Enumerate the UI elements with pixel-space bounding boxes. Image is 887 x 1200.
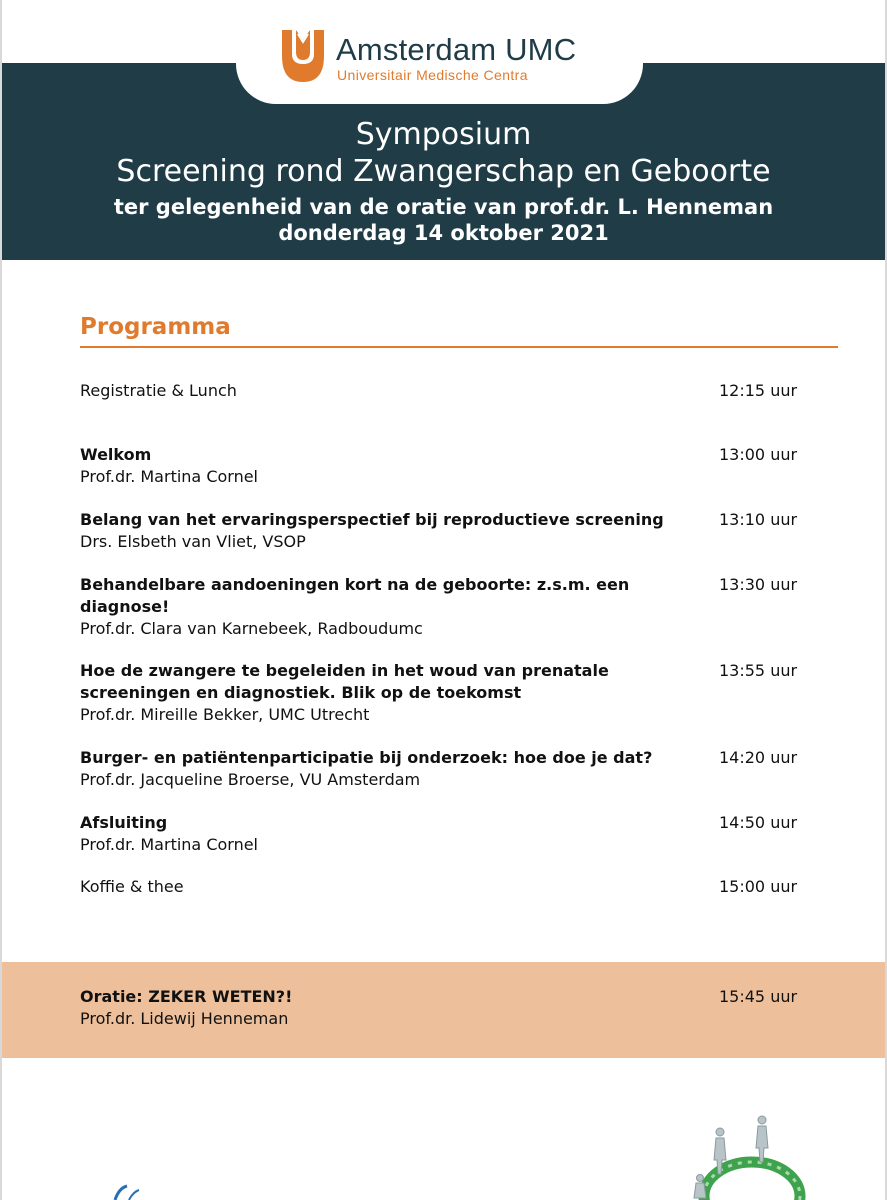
program-item (80, 509, 800, 553)
program-item-speaker: Prof.dr. Mireille Bekker, UMC Utrecht (80, 705, 370, 724)
program-item (80, 574, 800, 640)
program-item (80, 444, 800, 488)
program-item-title: Welkom (80, 445, 152, 464)
program-item-title: Belang van het ervaringsperspectief bij reproductieve screening (80, 510, 664, 529)
logo-name: Amsterdam UMC (336, 32, 577, 67)
program-item-time: 13:00 uur (719, 445, 798, 464)
program-item-time: 13:10 uur (719, 510, 798, 529)
program-item-title: Registratie & Lunch (80, 381, 237, 400)
program-item-time: 13:55 uur (719, 661, 798, 680)
program-item-title: Burger- en patiëntenparticipatie bij onderzoek: hoe doe je dat? (80, 748, 653, 767)
amsterdam-umc-tulip-icon (278, 28, 328, 84)
program-item-speaker: Prof.dr. Clara van Karnebeek, Radboudumc (80, 619, 423, 638)
symposium-date: donderdag 14 oktober 2021 (278, 221, 609, 245)
logo-subtitle: Universitair Medische Centra (337, 67, 528, 83)
program-item (80, 812, 800, 856)
program-item-time: 13:30 uur (719, 575, 798, 594)
oratie-speaker: Prof.dr. Lidewij Henneman (80, 1009, 289, 1028)
people-ring-illustration-icon (680, 1108, 820, 1200)
program-heading: Programma (80, 314, 231, 340)
symposium-title: Symposium (355, 117, 532, 152)
program-item-time: 14:20 uur (719, 748, 798, 767)
program-item-title: Hoe de zwangere te begeleiden in het woud van prenatale screeningen en diagnostiek. Blik op de toekomst (80, 661, 609, 702)
program-heading-rule (80, 346, 838, 348)
program-item (80, 876, 800, 898)
program-item (80, 660, 800, 726)
program-item (80, 747, 800, 791)
program-item-title: Koffie & thee (80, 877, 184, 896)
partner-logo-fragment-icon (105, 1184, 165, 1200)
program-item-speaker: Drs. Elsbeth van Vliet, VSOP (80, 532, 306, 551)
program-item-time: 15:00 uur (719, 877, 798, 896)
oratie-title: Oratie: ZEKER WETEN?! (80, 987, 293, 1006)
program-item-time: 14:50 uur (719, 813, 798, 832)
program-item-speaker: Prof.dr. Jacqueline Broerse, VU Amsterdam (80, 770, 421, 789)
symposium-occasion: ter gelegenheid van de oratie van prof.dr. L. Henneman (113, 195, 774, 219)
symposium-subject: Screening rond Zwangerschap en Geboorte (116, 154, 771, 189)
program-item-time: 12:15 uur (719, 381, 798, 400)
program-item (80, 380, 800, 402)
oratie-time: 15:45 uur (719, 987, 798, 1006)
oratie-item (80, 986, 800, 1030)
program-item-title: Behandelbare aandoeningen kort na de geboorte: z.s.m. een diagnose! (80, 575, 630, 616)
program-item-speaker: Prof.dr. Martina Cornel (80, 835, 258, 854)
program-item-title: Afsluiting (80, 813, 168, 832)
program-item-speaker: Prof.dr. Martina Cornel (80, 467, 258, 486)
